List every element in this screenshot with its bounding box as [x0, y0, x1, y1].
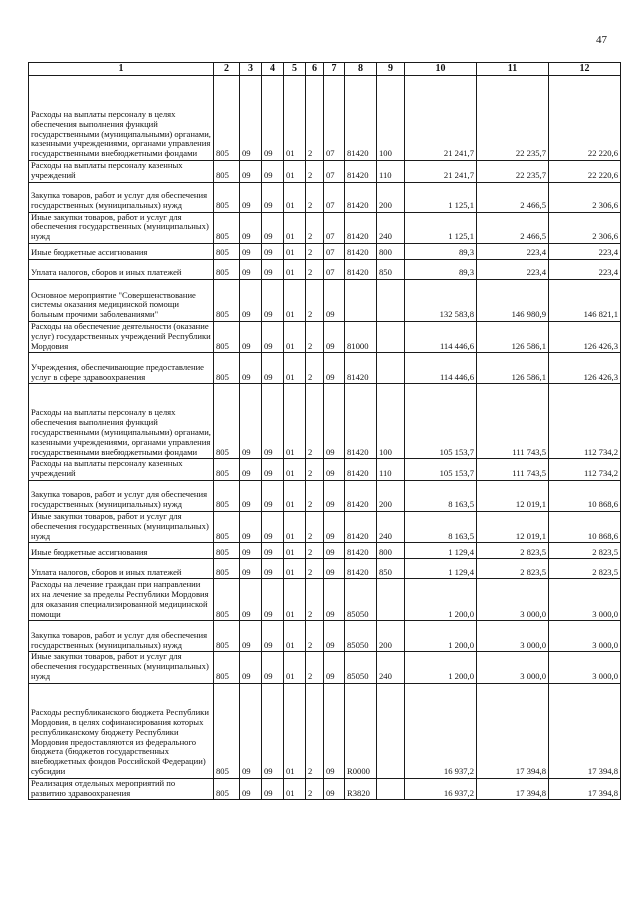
code-cell: 805 — [214, 76, 240, 161]
amount-cell: 10 868,6 — [549, 480, 621, 511]
code-cell — [377, 683, 405, 778]
amount-cell: 126 586,1 — [477, 321, 549, 352]
row-description: Иные закупки товаров, работ и услуг для обеспечения государственных (муниципальных) нужд — [29, 212, 214, 243]
amount-cell: 2 306,6 — [549, 182, 621, 212]
code-cell: 01 — [284, 243, 306, 259]
code-cell: 07 — [324, 182, 345, 212]
code-cell: 09 — [240, 511, 262, 542]
table-row — [29, 321, 621, 352]
code-cell: 2 — [306, 243, 324, 259]
amount-cell: 3 000,0 — [477, 579, 549, 621]
table-row — [29, 652, 621, 683]
amount-cell: 22 235,7 — [477, 161, 549, 183]
code-cell: 09 — [240, 321, 262, 352]
code-cell: 09 — [240, 778, 262, 800]
row-description: Иные закупки товаров, работ и услуг для обеспечения государственных (муниципальных) нужд — [29, 511, 214, 542]
code-cell: 81420 — [345, 161, 377, 183]
code-cell: 805 — [214, 459, 240, 481]
table-body — [29, 76, 621, 800]
code-cell: 100 — [377, 384, 405, 459]
code-cell: 81420 — [345, 559, 377, 579]
code-cell: 09 — [262, 543, 284, 559]
column-header-6: 6 — [306, 63, 324, 76]
column-header-5: 5 — [284, 63, 306, 76]
table-row — [29, 621, 621, 652]
amount-cell: 8 163,5 — [405, 480, 477, 511]
code-cell: 09 — [324, 511, 345, 542]
amount-cell: 1 200,0 — [405, 621, 477, 652]
code-cell: 09 — [240, 243, 262, 259]
code-cell: 01 — [284, 559, 306, 579]
row-description: Расходы на лечение граждан при направлении их на лечение за пределы Республики Мордовия для оказания специализированной медицинской помощи — [29, 579, 214, 621]
row-description: Расходы на выплаты персоналу в целях обеспечения выполнения функций государственными (муниципальными) органами, казенными учреждениями, органами управления государственными внебюджетными фондами — [29, 384, 214, 459]
code-cell: 01 — [284, 543, 306, 559]
code-cell: 85050 — [345, 621, 377, 652]
table-header-row — [29, 63, 621, 76]
table-row — [29, 683, 621, 778]
row-description: Расходы на обеспечение деятельности (оказание услуг) государственных учреждений Республики Мордовия — [29, 321, 214, 352]
row-description: Уплата налогов, сборов и иных платежей — [29, 259, 214, 279]
code-cell: 805 — [214, 480, 240, 511]
code-cell: 09 — [262, 321, 284, 352]
code-cell: 2 — [306, 182, 324, 212]
amount-cell: 89,3 — [405, 243, 477, 259]
code-cell: 07 — [324, 161, 345, 183]
code-cell: 09 — [240, 652, 262, 683]
code-cell: 09 — [262, 480, 284, 511]
table-row — [29, 579, 621, 621]
row-description: Расходы республиканского бюджета Республики Мордовия, в целях софинансирования которых республиканскому бюджету Республики Мордовия предоставляются из федерального бюджета (бюджетов государственных внебюджетных фондов Российской Федерации) субсидии — [29, 683, 214, 778]
code-cell: 01 — [284, 353, 306, 384]
code-cell: 07 — [324, 76, 345, 161]
amount-cell: 3 000,0 — [477, 621, 549, 652]
code-cell: 09 — [262, 243, 284, 259]
amount-cell: 3 000,0 — [549, 579, 621, 621]
amount-cell: 2 466,5 — [477, 182, 549, 212]
row-description: Иные закупки товаров, работ и услуг для обеспечения государственных (муниципальных) нужд — [29, 652, 214, 683]
column-header-11: 11 — [477, 63, 549, 76]
code-cell: 09 — [240, 683, 262, 778]
code-cell: 09 — [262, 621, 284, 652]
code-cell: 09 — [240, 212, 262, 243]
code-cell: 01 — [284, 384, 306, 459]
code-cell: 2 — [306, 161, 324, 183]
code-cell: 09 — [262, 778, 284, 800]
amount-cell: 105 153,7 — [405, 384, 477, 459]
page-number: 47 — [596, 34, 607, 46]
code-cell: 07 — [324, 243, 345, 259]
table-row — [29, 279, 621, 321]
code-cell: 81420 — [345, 459, 377, 481]
code-cell: 81420 — [345, 353, 377, 384]
code-cell: 09 — [262, 161, 284, 183]
row-description: Расходы на выплаты персоналу в целях обеспечения выполнения функций государственными (муниципальными) органами, казенными учреждениями, органами управления государственными внебюджетными фондами — [29, 76, 214, 161]
code-cell: 81420 — [345, 511, 377, 542]
column-header-8: 8 — [345, 63, 377, 76]
code-cell: 805 — [214, 579, 240, 621]
code-cell: 805 — [214, 559, 240, 579]
amount-cell: 17 394,8 — [477, 778, 549, 800]
column-header-2: 2 — [214, 63, 240, 76]
code-cell: 01 — [284, 76, 306, 161]
code-cell: 09 — [240, 182, 262, 212]
amount-cell: 3 000,0 — [477, 652, 549, 683]
code-cell: 09 — [262, 259, 284, 279]
amount-cell: 2 823,5 — [549, 543, 621, 559]
amount-cell: 3 000,0 — [549, 621, 621, 652]
code-cell: 2 — [306, 778, 324, 800]
amount-cell: 114 446,6 — [405, 321, 477, 352]
row-description: Расходы на выплаты персоналу казенных учреждений — [29, 161, 214, 183]
code-cell: 110 — [377, 459, 405, 481]
amount-cell: 8 163,5 — [405, 511, 477, 542]
amount-cell: 146 821,1 — [549, 279, 621, 321]
code-cell: 01 — [284, 161, 306, 183]
table-row — [29, 182, 621, 212]
code-cell — [377, 353, 405, 384]
row-description: Иные бюджетные ассигнования — [29, 543, 214, 559]
amount-cell: 2 823,5 — [477, 543, 549, 559]
code-cell: 01 — [284, 182, 306, 212]
code-cell: 01 — [284, 652, 306, 683]
code-cell: 2 — [306, 621, 324, 652]
column-header-7: 7 — [324, 63, 345, 76]
code-cell — [377, 778, 405, 800]
code-cell: 81420 — [345, 480, 377, 511]
amount-cell: 22 235,7 — [477, 76, 549, 161]
code-cell: 07 — [324, 212, 345, 243]
amount-cell: 223,4 — [549, 243, 621, 259]
code-cell: 01 — [284, 480, 306, 511]
code-cell: 09 — [324, 480, 345, 511]
amount-cell: 12 019,1 — [477, 480, 549, 511]
code-cell: 805 — [214, 161, 240, 183]
code-cell: 805 — [214, 212, 240, 243]
code-cell: 09 — [324, 683, 345, 778]
code-cell: 805 — [214, 652, 240, 683]
code-cell: 09 — [262, 353, 284, 384]
code-cell: 01 — [284, 321, 306, 352]
code-cell: 09 — [324, 579, 345, 621]
code-cell: 110 — [377, 161, 405, 183]
column-header-9: 9 — [377, 63, 405, 76]
code-cell: 09 — [262, 683, 284, 778]
code-cell: 2 — [306, 384, 324, 459]
amount-cell: 17 394,8 — [477, 683, 549, 778]
amount-cell: 2 823,5 — [549, 559, 621, 579]
amount-cell: 223,4 — [477, 259, 549, 279]
amount-cell: 17 394,8 — [549, 778, 621, 800]
table-row — [29, 511, 621, 542]
code-cell — [377, 321, 405, 352]
table-row — [29, 259, 621, 279]
code-cell: 200 — [377, 480, 405, 511]
code-cell: 81000 — [345, 321, 377, 352]
amount-cell: 1 200,0 — [405, 579, 477, 621]
code-cell — [377, 279, 405, 321]
amount-cell: 1 200,0 — [405, 652, 477, 683]
code-cell: 09 — [262, 76, 284, 161]
row-description: Основное мероприятие "Совершенствование системы оказания медицинской помощи больным прочими заболеваниями" — [29, 279, 214, 321]
code-cell: 81420 — [345, 259, 377, 279]
row-description: Закупка товаров, работ и услуг для обеспечения государственных (муниципальных) нужд — [29, 182, 214, 212]
code-cell: 09 — [324, 652, 345, 683]
code-cell: R0000 — [345, 683, 377, 778]
amount-cell: 2 466,5 — [477, 212, 549, 243]
row-description: Реализация отдельных мероприятий по развитию здравоохранения — [29, 778, 214, 800]
code-cell: 805 — [214, 384, 240, 459]
code-cell: 09 — [240, 259, 262, 279]
code-cell: 01 — [284, 259, 306, 279]
code-cell: 805 — [214, 353, 240, 384]
code-cell: 09 — [324, 459, 345, 481]
amount-cell: 2 306,6 — [549, 212, 621, 243]
code-cell: 2 — [306, 511, 324, 542]
code-cell: 01 — [284, 579, 306, 621]
code-cell: 01 — [284, 212, 306, 243]
row-description: Учреждения, обеспечивающие предоставление услуг в сфере здравоохранения — [29, 353, 214, 384]
amount-cell: 1 125,1 — [405, 212, 477, 243]
amount-cell: 146 980,9 — [477, 279, 549, 321]
amount-cell: 22 220,6 — [549, 161, 621, 183]
code-cell: 805 — [214, 778, 240, 800]
code-cell: 09 — [262, 279, 284, 321]
code-cell: 09 — [240, 161, 262, 183]
code-cell: 09 — [240, 559, 262, 579]
code-cell: 01 — [284, 459, 306, 481]
code-cell: 800 — [377, 543, 405, 559]
code-cell: 200 — [377, 621, 405, 652]
code-cell: 240 — [377, 212, 405, 243]
amount-cell: 21 241,7 — [405, 76, 477, 161]
code-cell: 09 — [324, 778, 345, 800]
amount-cell: 3 000,0 — [549, 652, 621, 683]
code-cell: 07 — [324, 259, 345, 279]
amount-cell: 223,4 — [549, 259, 621, 279]
code-cell: 81420 — [345, 76, 377, 161]
row-description: Закупка товаров, работ и услуг для обеспечения государственных (муниципальных) нужд — [29, 621, 214, 652]
code-cell: 09 — [324, 353, 345, 384]
amount-cell: 12 019,1 — [477, 511, 549, 542]
code-cell: 2 — [306, 212, 324, 243]
amount-cell: 126 426,3 — [549, 321, 621, 352]
code-cell: 01 — [284, 621, 306, 652]
code-cell: 2 — [306, 353, 324, 384]
code-cell: 09 — [262, 459, 284, 481]
code-cell: 805 — [214, 259, 240, 279]
table-row — [29, 212, 621, 243]
amount-cell: 1 129,4 — [405, 559, 477, 579]
code-cell: 09 — [262, 652, 284, 683]
row-description: Иные бюджетные ассигнования — [29, 243, 214, 259]
code-cell: 81420 — [345, 182, 377, 212]
code-cell: 2 — [306, 459, 324, 481]
code-cell: 805 — [214, 279, 240, 321]
code-cell: 09 — [324, 279, 345, 321]
code-cell: 09 — [324, 321, 345, 352]
code-cell: 2 — [306, 559, 324, 579]
code-cell: 09 — [240, 543, 262, 559]
amount-cell: 111 743,5 — [477, 384, 549, 459]
column-header-4: 4 — [262, 63, 284, 76]
amount-cell: 114 446,6 — [405, 353, 477, 384]
amount-cell: 105 153,7 — [405, 459, 477, 481]
code-cell: 09 — [324, 384, 345, 459]
code-cell: 81420 — [345, 543, 377, 559]
column-header-3: 3 — [240, 63, 262, 76]
table-row — [29, 459, 621, 481]
column-header-1: 1 — [29, 63, 214, 76]
table-row — [29, 778, 621, 800]
code-cell: 240 — [377, 652, 405, 683]
table-row — [29, 161, 621, 183]
code-cell: 81420 — [345, 212, 377, 243]
code-cell: R3820 — [345, 778, 377, 800]
code-cell: 805 — [214, 543, 240, 559]
code-cell: 09 — [324, 543, 345, 559]
budget-table — [28, 62, 621, 800]
amount-cell: 22 220,6 — [549, 76, 621, 161]
amount-cell: 21 241,7 — [405, 161, 477, 183]
row-description: Закупка товаров, работ и услуг для обеспечения государственных (муниципальных) нужд — [29, 480, 214, 511]
code-cell: 805 — [214, 243, 240, 259]
code-cell: 805 — [214, 683, 240, 778]
amount-cell: 2 823,5 — [477, 559, 549, 579]
amount-cell: 112 734,2 — [549, 384, 621, 459]
code-cell: 2 — [306, 579, 324, 621]
code-cell: 09 — [262, 182, 284, 212]
table-row — [29, 243, 621, 259]
amount-cell: 10 868,6 — [549, 511, 621, 542]
row-description: Уплата налогов, сборов и иных платежей — [29, 559, 214, 579]
code-cell: 01 — [284, 279, 306, 321]
code-cell: 81420 — [345, 384, 377, 459]
code-cell: 2 — [306, 321, 324, 352]
table-row — [29, 480, 621, 511]
code-cell: 09 — [262, 511, 284, 542]
code-cell: 09 — [262, 559, 284, 579]
code-cell: 2 — [306, 652, 324, 683]
table-row — [29, 559, 621, 579]
code-cell: 85050 — [345, 652, 377, 683]
code-cell: 09 — [240, 76, 262, 161]
code-cell: 01 — [284, 778, 306, 800]
amount-cell: 132 583,8 — [405, 279, 477, 321]
code-cell: 09 — [262, 212, 284, 243]
code-cell: 09 — [240, 480, 262, 511]
amount-cell: 16 937,2 — [405, 778, 477, 800]
amount-cell: 112 734,2 — [549, 459, 621, 481]
code-cell: 09 — [262, 579, 284, 621]
amount-cell: 126 426,3 — [549, 353, 621, 384]
code-cell: 09 — [240, 579, 262, 621]
code-cell: 81420 — [345, 243, 377, 259]
code-cell: 09 — [240, 384, 262, 459]
code-cell: 2 — [306, 683, 324, 778]
code-cell: 2 — [306, 279, 324, 321]
code-cell: 2 — [306, 76, 324, 161]
code-cell: 100 — [377, 76, 405, 161]
code-cell: 2 — [306, 480, 324, 511]
code-cell: 2 — [306, 543, 324, 559]
code-cell: 09 — [240, 353, 262, 384]
amount-cell: 17 394,8 — [549, 683, 621, 778]
table-row — [29, 543, 621, 559]
table-row — [29, 76, 621, 161]
amount-cell: 16 937,2 — [405, 683, 477, 778]
amount-cell: 223,4 — [477, 243, 549, 259]
code-cell: 09 — [324, 621, 345, 652]
code-cell — [377, 579, 405, 621]
amount-cell: 111 743,5 — [477, 459, 549, 481]
amount-cell: 126 586,1 — [477, 353, 549, 384]
code-cell: 805 — [214, 511, 240, 542]
code-cell — [345, 279, 377, 321]
code-cell: 200 — [377, 182, 405, 212]
table-row — [29, 384, 621, 459]
code-cell: 09 — [240, 279, 262, 321]
code-cell: 240 — [377, 511, 405, 542]
code-cell: 805 — [214, 182, 240, 212]
code-cell: 09 — [262, 384, 284, 459]
column-header-10: 10 — [405, 63, 477, 76]
code-cell: 805 — [214, 621, 240, 652]
table-row — [29, 353, 621, 384]
code-cell: 85050 — [345, 579, 377, 621]
code-cell: 805 — [214, 321, 240, 352]
code-cell: 01 — [284, 683, 306, 778]
amount-cell: 89,3 — [405, 259, 477, 279]
row-description: Расходы на выплаты персоналу казенных учреждений — [29, 459, 214, 481]
code-cell: 2 — [306, 259, 324, 279]
code-cell: 09 — [240, 459, 262, 481]
code-cell: 850 — [377, 559, 405, 579]
column-header-12: 12 — [549, 63, 621, 76]
amount-cell: 1 129,4 — [405, 543, 477, 559]
amount-cell: 1 125,1 — [405, 182, 477, 212]
code-cell: 800 — [377, 243, 405, 259]
code-cell: 09 — [240, 621, 262, 652]
code-cell: 01 — [284, 511, 306, 542]
code-cell: 850 — [377, 259, 405, 279]
code-cell: 09 — [324, 559, 345, 579]
